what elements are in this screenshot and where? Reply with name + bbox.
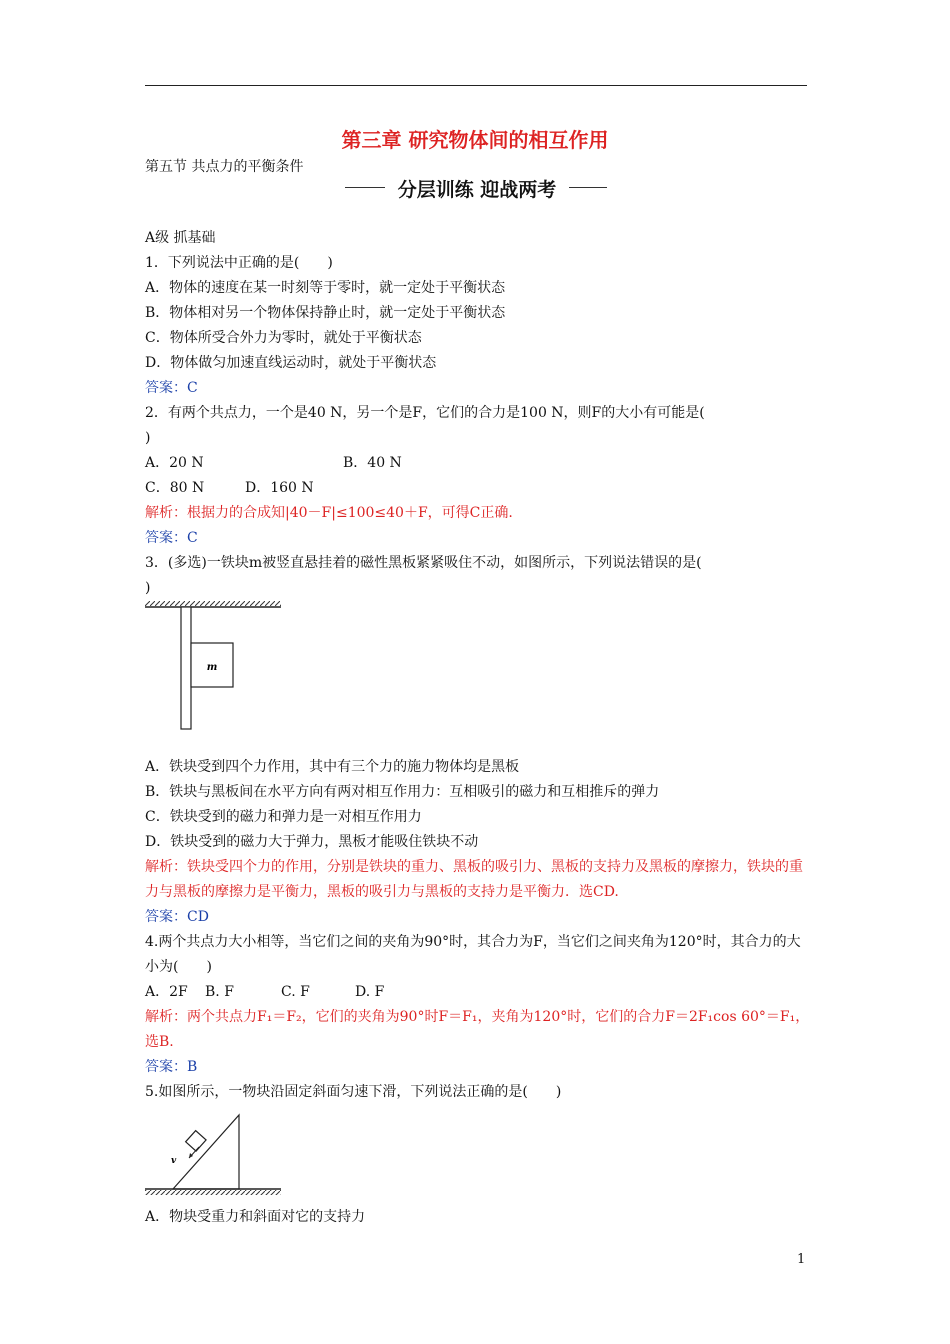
question-3-stem-end: ) <box>145 580 151 596</box>
header-rule <box>145 85 807 86</box>
block-label-m: m <box>206 662 218 673</box>
question-4-options <box>145 980 810 1005</box>
ceiling-hatch <box>145 601 281 606</box>
question-2-explanation: 解析：根据力的合成知|40－F|≤100≤40＋F，可得C正确. <box>145 505 513 521</box>
question-4-explanation: 解析：两个共点力F₁＝F₂，它们的夹角为90°时F＝F₁，夹角为120°时，它们的合力F＝2F₁cos 60°＝F₁，选B. <box>145 1009 810 1050</box>
banner <box>345 175 607 201</box>
question-3-explanation: 解析：铁块受四个力的作用，分别是铁块的重力、黑板的吸引力、黑板的支持力及黑板的摩擦力，铁块的重力与黑板的摩擦力是平衡力，黑板的吸引力与黑板的支持力是平衡力．选CD. <box>145 859 803 900</box>
velocity-label-v: v <box>171 1156 177 1166</box>
question-1-option-a: A．物体的速度在某一时刻等于零时，就一定处于平衡状态 <box>145 280 506 296</box>
question-2-option-b: B．40 N <box>343 455 402 471</box>
question-2-answer: 答案：C <box>145 530 198 546</box>
question-5-stem: 5.如图所示，一物块沿固定斜面匀速下滑，下列说法正确的是( ) <box>145 1084 562 1100</box>
question-3-option-a: A．铁块受到四个力作用，其中有三个力的施力物体均是黑板 <box>145 759 520 775</box>
page-number: 1 <box>797 1252 806 1267</box>
question-2-options-row-2 <box>145 476 810 501</box>
question-5-option-a: A．物块受重力和斜面对它的支持力 <box>145 1209 366 1225</box>
chapter-title: 第三章 研究物体间的相互作用 <box>341 128 609 152</box>
question-1-option-b: B．物体相对另一个物体保持静止时，就一定处于平衡状态 <box>145 305 506 321</box>
question-4-option-a: A．2F <box>145 984 188 1000</box>
ground-hatch <box>145 1190 281 1195</box>
question-2-stem: 2．有两个共点力，一个是40 N，另一个是F，它们的合力是100 N，则F的大小有可能是( <box>145 405 705 421</box>
question-2-option-c: C．80 N <box>145 480 205 496</box>
question-3-answer: 答案：CD <box>145 909 209 925</box>
question-1-answer: 答案：C <box>145 380 198 396</box>
question-4-option-c: C. F <box>281 984 310 1000</box>
magnetic-board-diagram <box>145 601 285 751</box>
question-3-option-d: D．铁块受到的磁力大于弹力，黑板才能吸住铁块不动 <box>145 834 479 850</box>
level-heading: A级 抓基础 <box>145 230 216 246</box>
incline-diagram <box>145 1111 285 1201</box>
banner-text: 分层训练 迎战两考 <box>385 175 569 202</box>
question-4-stem: 4.两个共点力大小相等，当它们之间的夹角为90°时，其合力为F，当它们之间夹角为120°时，其合力的大小为( ) <box>145 934 801 975</box>
question-2-stem-end: ) <box>145 430 151 446</box>
question-1-option-c: C．物体所受合外力为零时，就处于平衡状态 <box>145 330 422 346</box>
incline <box>173 1115 239 1189</box>
question-1-stem: 1．下列说法中正确的是( ) <box>145 255 333 271</box>
question-3-figure <box>145 601 810 755</box>
question-3-stem: 3．(多选)一铁块m被竖直悬挂着的磁性黑板紧紧吸住不动，如图所示，下列说法错误的是( <box>145 555 702 571</box>
question-1-option-d: D．物体做匀加速直线运动时，就处于平衡状态 <box>145 355 437 371</box>
question-4-option-d: D. F <box>355 984 385 1000</box>
question-2-option-a: A．20 N <box>145 455 204 471</box>
question-3-option-b: B．铁块与黑板间在水平方向有两对相互作用力：互相吸引的磁力和互相推斥的弹力 <box>145 784 660 800</box>
section-subtitle: 第五节 共点力的平衡条件 <box>145 159 304 175</box>
question-4-option-b: B. F <box>205 984 234 1000</box>
exercise-content <box>145 226 810 1230</box>
sliding-block <box>186 1131 206 1152</box>
question-4-answer: 答案：B <box>145 1059 198 1075</box>
blackboard <box>181 607 191 729</box>
question-2-options-row-1 <box>145 451 810 476</box>
question-2-option-d: D．160 N <box>245 480 314 496</box>
question-5-figure <box>145 1105 810 1205</box>
question-3-option-c: C．铁块受到的磁力和弹力是一对相互作用力 <box>145 809 422 825</box>
